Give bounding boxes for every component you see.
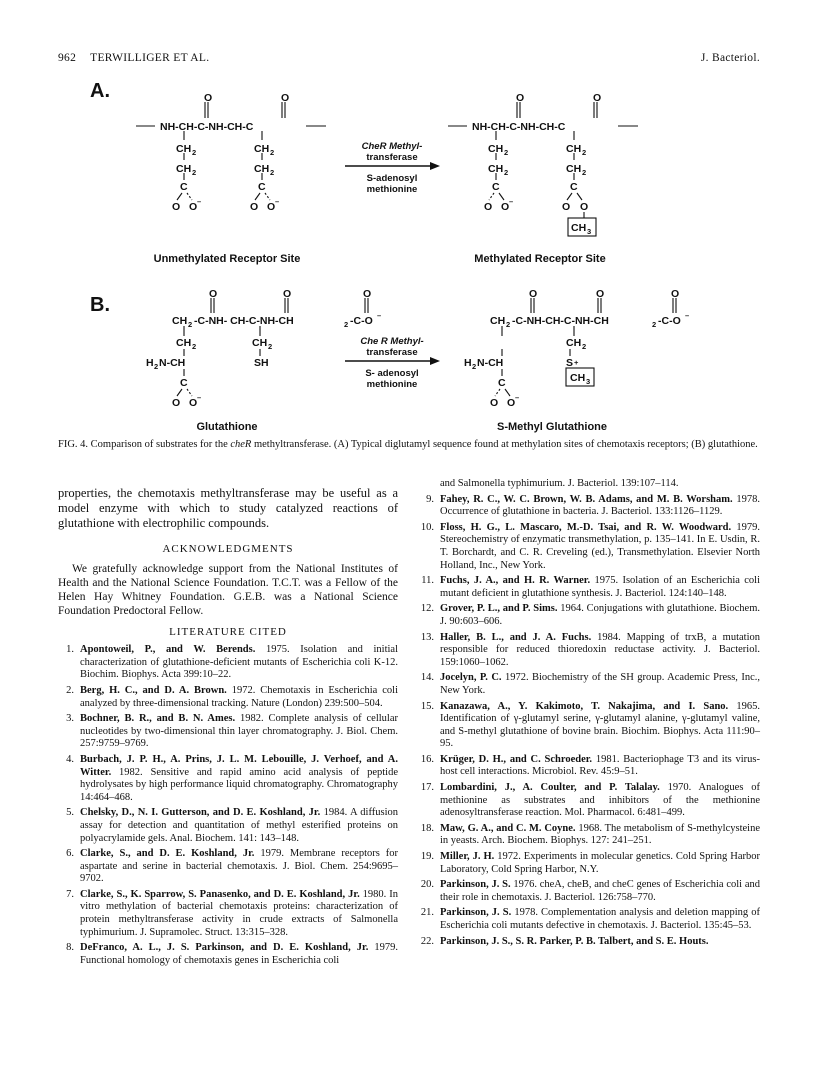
svg-text:O: O [189,397,198,409]
svg-text:CH: CH [254,143,270,155]
svg-text:O: O [281,92,290,104]
svg-text:CH: CH [488,143,504,155]
svg-text:2: 2 [154,362,159,371]
svg-text:2: 2 [582,148,587,157]
reference-entry [418,575,760,600]
reference-text: 1984. A diffusion assay for detection and quantitation of methyl esterified proteins on polyacrylamide gels. Anal. Biochem. 141: 143–148. [80,807,398,844]
reference-number: 8. [66,942,74,954]
reference-entry [418,907,760,932]
journal-name: J. Bacteriol. [700,52,760,64]
reference-authors: Lombardini, J., A. Coulter, and P. Talalay. [440,782,660,794]
svg-text:CH: CH [254,163,270,175]
svg-text:CH: CH [570,372,586,384]
svg-text:NH-CH-C-NH-CH-C: NH-CH-C-NH-CH-C [160,121,254,133]
reference-text: 1965. Identification of γ-glutamyl serine, γ-glutamyl alanine, γ-glutamyl valine, and S-methyl glutathione of bovine brain. Biochim. Biophys. Acta 111:90–95. [440,700,760,750]
reference-number: 22. [420,935,434,947]
acknowledgments-heading: ACKNOWLEDGMENTS [162,543,294,555]
svg-text:O: O [484,201,493,213]
svg-text:O: O [562,201,571,213]
figure-4-structures [0,0,816,440]
reference-text: 1972. Biochemistry of the SH group. Academic Press, Inc., New York. [440,672,760,696]
svg-text:–: – [197,393,202,402]
acknowledgments-text: We gratefully acknowledge support from the National Institutes of Health and the National Science Foundation. T.C.T. was a Fellow of the Helen Hay Whitney Foundation. G.E.B. was a National Science Foundation Predoctoral Fellow. [58,562,398,617]
svg-text:CH: CH [176,163,192,175]
svg-text:3: 3 [587,227,592,236]
svg-text:-C-O: -C-O [350,315,373,327]
reference-text: 1979. Functional homology of chemotaxis genes in Escherichia coli [80,942,398,966]
svg-text:O: O [267,201,276,213]
svg-text:C: C [180,377,188,389]
svg-text:O: O [250,201,259,213]
reference-number: 3. [66,713,74,725]
svg-text:–: – [377,311,382,320]
svg-text:2: 2 [472,362,477,371]
svg-text:2: 2 [192,168,197,177]
reference-entry [418,494,760,519]
running-authors: TERWILLIGER ET AL. [90,52,210,64]
svg-text:O: O [490,397,499,409]
reference-authors: Bochner, B. R., and B. N. Ames. [80,713,236,725]
glutathione-caption: Glutathione [196,421,258,433]
panel-a-enzyme-line1: CheR Methyl- [361,141,423,152]
svg-text:CH: CH [176,337,192,349]
panel-a-label: A. [90,80,110,102]
reference-authors: Parkinson, J. S. [440,879,511,891]
svg-text:CH: CH [566,143,582,155]
reference-entry [418,522,760,572]
svg-text:2: 2 [652,320,657,329]
svg-text:CH: CH [490,315,506,327]
reference-text: 1975. Isolation and initial characterization of glutathione-deficient mutants of Escherichia coli K-12. Biochim. Biophys. Acta 399:10–22. [80,644,398,681]
svg-text:C: C [258,181,266,193]
reference-authors: DeFranco, A. L., J. S. Parkinson, and D. E. Koshland, Jr. [80,942,369,954]
reference-entry [58,754,398,804]
reference-entry [418,632,760,670]
reference-entry [58,889,398,939]
unmethylated-receptor-labels [160,92,289,213]
svg-text:CH: CH [566,337,582,349]
reference-number: 10. [420,521,434,533]
reference-number: 14. [420,672,434,684]
svg-text:CH: CH [488,163,504,175]
reference-entry [418,701,760,751]
reference-authors: Fahey, R. C., W. C. Brown, W. B. Adams, and M. B. Worsham. [440,493,733,505]
reference-text: 1976. cheA, cheB, and cheC genes of Escherichia coli and their role in chemotaxis. J. Bacteriol. 126:758–770. [440,879,760,903]
reference-authors: Miller, J. H. [440,851,495,863]
svg-text:–: – [685,311,690,320]
svg-text:2: 2 [504,148,509,157]
svg-text:N-CH: N-CH [477,357,504,369]
svg-text:O: O [580,201,589,213]
reference-text: 1982. Complete analysis of cellular nucleotides by two-dimensional thin layer chromatography. J. Biol. Chem. 257:9759–9769. [80,713,398,750]
reference-number: 1. [66,644,74,656]
right-column [418,478,760,951]
left-column [58,486,398,970]
svg-text:C: C [180,181,188,193]
reference-entry [58,713,398,751]
svg-text:-C-O: -C-O [658,315,681,327]
figure-caption [58,438,758,451]
unmethylated-receptor-caption: Unmethylated Receptor Site [153,253,301,265]
reference-number: 15. [420,700,434,712]
caption-gene: cheR [230,439,252,450]
reference-number: 11. [421,575,434,587]
svg-text:N-CH: N-CH [159,357,186,369]
reference-text: 1980. In vitro methylation of bacterial chemotaxis proteins: characterization of protein methyltransferase activity in crude extracts of Salmonella typhimurium. J. Supramolec. Struct. 13:315–328. [80,888,399,938]
reference-text: 1964. Conjugations with glutathione. Biochem. J. 90:603–606. [440,603,760,627]
reference-authors: Parkinson, J. S. [440,907,512,919]
reference-number: 16. [420,753,434,765]
reference-text: 1982. Sensitive and rapid amino acid analysis of peptide hydrolysates by high performance liquid chromatography. Chromatography 14:464–468. [80,766,398,803]
svg-text:O: O [283,288,292,300]
svg-text:O: O [501,201,510,213]
reference-number: 19. [420,851,434,863]
svg-text:H: H [146,357,154,369]
reference-authors: Floss, H. G., L. Mascaro, M.-D. Tsai, and R. W. Woodward. [440,521,732,533]
methylated-receptor-caption: Methylated Receptor Site [474,253,606,265]
unmethylated-receptor-structure [136,102,326,200]
reference-text: 1978. Complementation analysis and deletion mapping of Escherichia coli mutants defective in chemotaxis. J. Bacteriol. 135:45–53. [440,907,760,931]
reference-list-right [418,494,760,949]
reference-authors: Clarke, S., and D. E. Koshland, Jr. [80,848,255,860]
svg-text:O: O [172,201,181,213]
reference-continuation: and Salmonella typhimurium. J. Bacteriol. 139:107–114. [440,478,679,489]
reference-entry [418,672,760,697]
reference-text: 1984. Mapping of trxB, a mutation responsible for reduced thioredoxin reductase activity. J. Bacteriol. 159:1060–1062. [440,631,760,668]
reference-list-left [58,644,398,967]
reference-entry [418,851,760,876]
reference-entry [418,603,760,628]
svg-text:SH: SH [254,357,269,369]
reference-authors: Chelsky, D., N. I. Gutterson, and D. E. Koshland, Jr. [80,807,321,819]
svg-text:O: O [596,288,605,300]
svg-text:2: 2 [270,168,275,177]
panel-b-label: B. [90,294,110,316]
svg-text:C: C [570,181,578,193]
svg-text:O: O [529,288,538,300]
svg-text:2: 2 [506,320,511,329]
reference-entry [418,754,760,779]
reference-text: 1972. Experiments in molecular genetics. Cold Spring Harbor Laboratory, Cold Spring Harbor, N.Y. [440,851,761,875]
reference-entry [418,879,760,904]
panel-a-cofactor-line2: methionine [366,184,418,195]
reference-entry [58,644,398,682]
panel-b-cofactor-line2: methionine [366,379,418,390]
reference-number: 7. [66,888,74,900]
reference-text: 1975. Isolation of an Escherichia coli mutant deficient in glutathione synthesis. J. Bacteriol. 124:140–148. [440,575,760,599]
reference-text: 1979. Stereochemistry of enzymatic transmethylation, p. 135–141. In E. Usdin, R. T. Borchardt, and C. R. Creveling (ed.), Transmethylation. Elsevier North Holland, Inc., New York. [440,521,760,571]
svg-text:S: S [566,357,574,369]
reference-authors: Burbach, J. P. H., A. Prins, J. L. M. Lebouille, J. Verhoef, and A. Witter. [80,753,398,778]
reference-entry [418,936,760,949]
svg-text:2: 2 [504,168,509,177]
svg-text:-C-NH-CH-C-NH-CH: -C-NH-CH-C-NH-CH [512,315,609,327]
panel-b-enzyme-line2: transferase [366,347,418,358]
panel-b-enzyme-line1: Che R Methyl- [360,336,424,347]
svg-text:O: O [189,201,198,213]
panel-b-reaction-arrow [345,357,440,365]
panel-a-cofactor-line1: S-adenosyl [366,173,418,184]
reference-entry [58,685,398,710]
svg-text:2: 2 [188,320,193,329]
reference-entry [418,823,760,848]
reference-number: 9. [426,493,434,505]
reference-number: 5. [66,807,74,819]
caption-prefix: FIG. 4. Comparison of substrates for the [58,439,231,450]
reference-number: 4. [66,753,74,765]
reference-text: 1972. Chemotaxis in Escherichia coli analyzed by three-dimensional tracking. Nature (London) 239:500–504. [80,684,398,709]
svg-text:2: 2 [270,148,275,157]
reference-text: 1970. Analogues of methionine as substrates and inhibitors of the methionine adenosyltransferase reaction. Mol. Pharmacol. 6:481–499. [440,782,761,819]
reference-text: 1968. The metabolism of S-methylcysteine in yeasts. Arch. Biochem. Biophys. 127: 241–251. [440,822,760,847]
reference-authors: Parkinson, J. S., S. R. Parker, P. B. Talbert, and S. E. Houts. [440,935,709,947]
reference-authors: Fuchs, J. A., and H. R. Warner. [440,575,591,587]
body-paragraph: properties, the chemotaxis methyltransferase may be useful as a model enzyme with which to study catalyzed reactions of glutathione with electrophilic compounds. [58,486,398,530]
reference-authors: Apontoweil, P., and W. Berends. [80,644,256,656]
reference-text: 1979. Membrane receptors for aspartate and serine in bacterial chemotaxis. J. Biol. Chem. 254:9695–9702. [80,848,399,885]
svg-text:–: – [197,197,202,206]
svg-text:–: – [515,393,520,402]
reference-text: 1978. Occurrence of glutathione in bacteria. J. Bacteriol. 133:1126–1129. [440,493,760,518]
reference-text: 1981. Bacteriophage T3 and its virus-host cell interactions. Microbiol. Rev. 45:9–51. [440,753,760,778]
svg-text:NH-CH-C-NH-CH-C: NH-CH-C-NH-CH-C [472,121,566,133]
reference-entry [418,782,760,820]
reference-authors: Maw, G. A., and C. M. Coyne. [440,822,576,834]
methylated-receptor-labels [472,92,601,236]
reference-number: 21. [420,907,434,919]
svg-text:2: 2 [268,342,273,351]
reference-authors: Berg, H. C., and D. A. Brown. [80,684,227,696]
reference-number: 13. [420,631,434,643]
literature-heading: LITERATURE CITED [169,625,287,638]
reference-authors: Haller, B. L., and J. A. Fuchs. [440,631,592,643]
svg-text:2: 2 [192,342,197,351]
reference-authors: Clarke, S., K. Sparrow, S. Panasenko, and D. E. Koshland, Jr. [80,888,360,900]
svg-text:2: 2 [192,148,197,157]
svg-text:O: O [209,288,218,300]
svg-text:CH: CH [176,143,192,155]
reference-authors: Grover, P. L., and P. Sims. [440,603,558,615]
svg-text:O: O [593,92,602,104]
reference-number: 2. [66,684,74,696]
panel-b-cofactor-line1: S- adenosyl [365,368,419,379]
svg-text:O: O [363,288,372,300]
caption-rest: methyltransferase. (A) Typical diglutamyl sequence found at methylation sites of chemotaxis receptors; (B) glutathione. [251,439,758,450]
s-methyl-glutathione-labels [464,288,689,409]
svg-text:CH: CH [571,222,587,234]
reference-number: 17. [420,782,434,794]
svg-text:2: 2 [344,320,349,329]
svg-text:H: H [464,357,472,369]
reference-number: 12. [420,603,434,615]
reference-number: 18. [420,822,434,834]
reference-number: 6. [66,848,74,860]
svg-text:CH: CH [566,163,582,175]
page-number: 962 [58,52,77,64]
svg-text:–: – [509,197,514,206]
svg-text:O: O [516,92,525,104]
svg-text:O: O [204,92,213,104]
svg-text:O: O [172,397,181,409]
svg-text:C: C [492,181,500,193]
svg-text:2: 2 [582,342,587,351]
reference-authors: Jocelyn, P. C. [440,672,502,684]
svg-text:CH: CH [172,315,188,327]
svg-text:3: 3 [586,377,591,386]
reference-entry [58,848,398,886]
svg-text:CH: CH [252,337,268,349]
s-methyl-glutathione-caption: S-Methyl Glutathione [497,421,607,433]
svg-text:O: O [507,397,516,409]
panel-a-enzyme-line2: transferase [366,152,418,163]
svg-text:O: O [671,288,680,300]
glutathione-structure [177,298,368,396]
reference-number: 20. [420,879,434,891]
panel-a-reaction-arrow [345,162,440,170]
svg-text:–: – [275,197,280,206]
svg-text:-C-NH- CH-C-NH-CH: -C-NH- CH-C-NH-CH [194,315,294,327]
reference-authors: Kanazawa, A., Y. Kakimoto, T. Nakajima, and I. Sano. [440,700,729,712]
svg-text:2: 2 [582,168,587,177]
reference-authors: Krüger, D. H., and C. Schroeder. [440,753,593,765]
reference-entry [58,942,398,967]
reference-entry [58,807,398,845]
svg-text:C: C [498,377,506,389]
svg-text:+: + [574,358,579,367]
